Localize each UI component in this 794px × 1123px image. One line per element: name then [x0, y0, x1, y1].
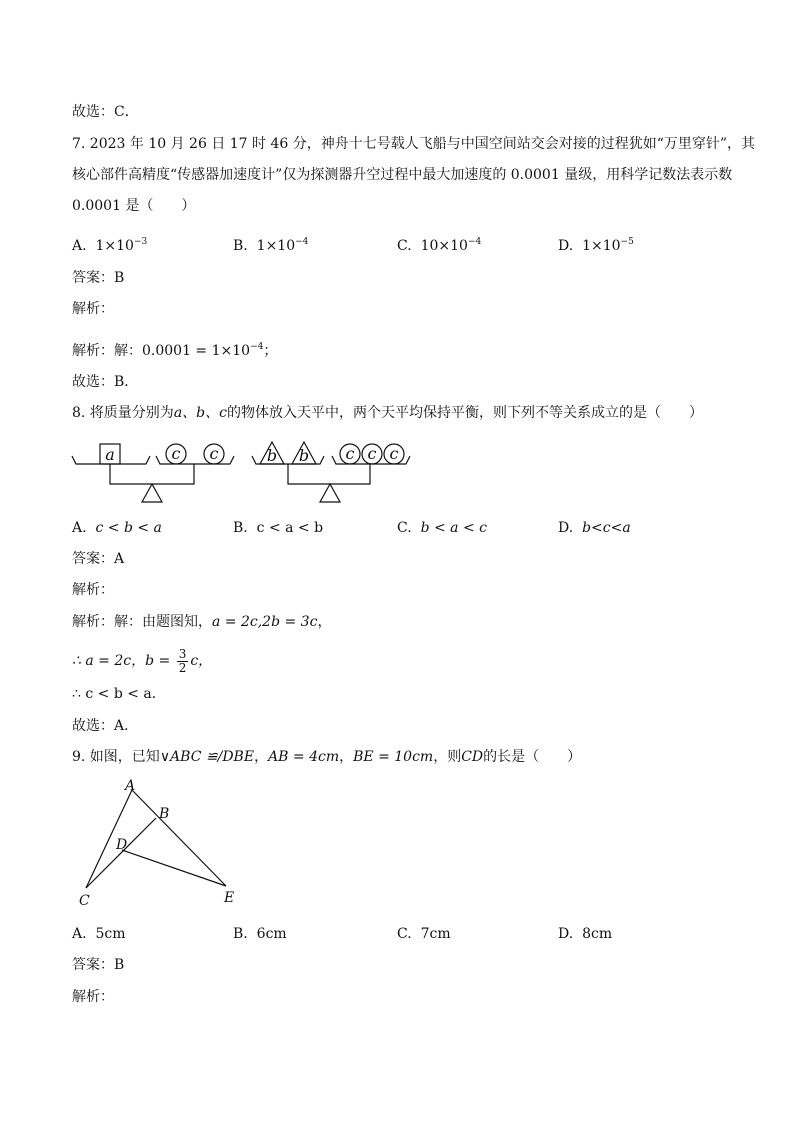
q7-stem-line3: 0.0001 是（ ）: [72, 198, 196, 214]
solution-math: a = 2c,2b = 3c: [212, 614, 318, 630]
option-text: 1×10: [95, 238, 134, 254]
fulcrum-left: [142, 484, 162, 502]
label-c: c: [209, 444, 219, 463]
q8-option-d: [558, 518, 631, 538]
q9-answer: 答案：B: [72, 957, 125, 973]
q7-choice: 故选：B．: [72, 374, 139, 390]
option-label: A.: [72, 926, 87, 942]
solution-math: ∴ a = 2c，b =: [72, 653, 175, 669]
q7-stem-line2: 核心部件高精度“传感器加速度计”仅为探测器升空过程中最大加速度的 0.0001 量级，用科学记数法表示数: [72, 167, 733, 183]
q7-solution: [72, 337, 277, 361]
stem-sep: ，则: [433, 749, 462, 765]
option-exponent: −3: [133, 237, 148, 247]
stem-congruence: ∨ABC ≌/DBE: [159, 749, 255, 765]
label-vertex-d: D: [116, 837, 128, 853]
option-text: 5cm: [95, 926, 126, 942]
q6-choice-line: 故选：C．: [72, 104, 139, 120]
option-label: A.: [72, 238, 87, 254]
option-label: B.: [233, 520, 248, 536]
stem-text: 8. 将质量分别为: [72, 405, 174, 421]
stem-ab: AB = 4cm: [268, 749, 340, 765]
stem-sep: ，: [254, 749, 269, 765]
solution-text: 解析：解：0.0001 = 1×10: [72, 343, 251, 359]
solution-text: 解析：解：由题图知，: [72, 614, 212, 630]
q8-option-a: [72, 518, 162, 538]
stem-text-end: 的物体放入天平中，两个天平均保持平衡，则下列不等关系成立的是（ ）: [226, 405, 703, 421]
option-text: 1×10: [582, 238, 621, 254]
fraction-denominator: 2: [178, 660, 187, 675]
triangle-figure: [70, 774, 250, 912]
q8-stem: [72, 403, 703, 423]
q8-option-b: [233, 518, 323, 538]
label-vertex-e: E: [224, 890, 235, 906]
q7-stem-line1: 7. 2023 年 10 月 26 日 17 时 46 分，神舟十七号载人飞船与中国空间站交会对接的过程犹如“万里穿针”，其: [72, 136, 756, 152]
label-a: a: [105, 445, 115, 464]
label-c: c: [389, 444, 399, 463]
label-b: b: [298, 446, 310, 465]
q8-answer: 答案：A: [72, 551, 125, 567]
q9-option-d: [558, 924, 612, 944]
q9-analysis-heading: 解析：: [72, 989, 114, 1005]
option-exponent: −4: [295, 237, 309, 247]
solution-suffix: ；: [263, 343, 278, 359]
option-text: b<c<a: [582, 520, 631, 536]
fulcrum-right: [320, 484, 340, 502]
q9-stem: [72, 747, 581, 767]
segment-ae: [132, 790, 226, 886]
q8-choice: 故选：A．: [72, 718, 139, 734]
option-text: c < a < b: [256, 520, 324, 536]
label-c: c: [171, 444, 181, 463]
stem-text: 9. 如图，已知: [72, 749, 160, 765]
q8-option-c: [397, 518, 487, 538]
option-label: C.: [397, 520, 412, 536]
option-text: b < a < c: [420, 520, 487, 536]
q8-solution-line1: [72, 612, 331, 632]
q7-option-b: [233, 232, 308, 256]
stem-variables: a、b、c: [173, 405, 227, 421]
solution-math-end: c，: [190, 653, 213, 669]
option-label: C.: [397, 926, 412, 942]
option-text: 8cm: [582, 926, 613, 942]
option-label: D.: [558, 926, 574, 942]
label-b: b: [266, 446, 278, 465]
stem-sep: ，: [339, 749, 354, 765]
option-label: C.: [397, 238, 412, 254]
q7-analysis-heading: 解析：: [72, 301, 114, 317]
q7-option-c: [397, 232, 481, 256]
option-label: D.: [558, 520, 574, 536]
option-label: D.: [558, 238, 574, 254]
option-text: 6cm: [256, 926, 287, 942]
q8-analysis-heading: 解析：: [72, 582, 114, 598]
option-label: B.: [233, 238, 248, 254]
q9-option-c: [397, 924, 451, 944]
solution-exponent: −4: [250, 342, 264, 352]
stem-text-end: 的长是（ ）: [483, 749, 582, 765]
option-text: c < b < a: [95, 520, 162, 536]
option-text: 10×10: [420, 238, 468, 254]
label-vertex-a: A: [125, 778, 136, 794]
option-text: 7cm: [420, 926, 451, 942]
segment-de: [122, 850, 226, 886]
fraction-numerator: 3: [178, 646, 187, 661]
solution-suffix: ，: [317, 614, 332, 630]
label-c: c: [367, 444, 377, 463]
q7-answer: 答案：B: [72, 270, 125, 286]
q9-option-b: [233, 924, 287, 944]
q7-option-d: [558, 232, 634, 256]
label-c: c: [345, 444, 355, 463]
option-label: B.: [233, 926, 248, 942]
stem-cd: CD: [461, 749, 484, 765]
segment-bc: [86, 818, 156, 888]
q8-solution-line2: [72, 645, 212, 677]
option-label: A.: [72, 520, 87, 536]
q8-solution-line3: ∴ c < b < a．: [72, 686, 166, 702]
balance-figure: [70, 436, 415, 508]
fraction: [177, 648, 189, 675]
label-vertex-b: B: [159, 806, 170, 822]
label-vertex-c: C: [79, 893, 90, 909]
stem-be: BE = 10cm: [353, 749, 434, 765]
q9-option-a: [72, 924, 126, 944]
option-exponent: −5: [620, 237, 634, 247]
q7-option-a: [72, 232, 147, 256]
option-text: 1×10: [256, 238, 296, 254]
option-exponent: −4: [467, 237, 482, 247]
